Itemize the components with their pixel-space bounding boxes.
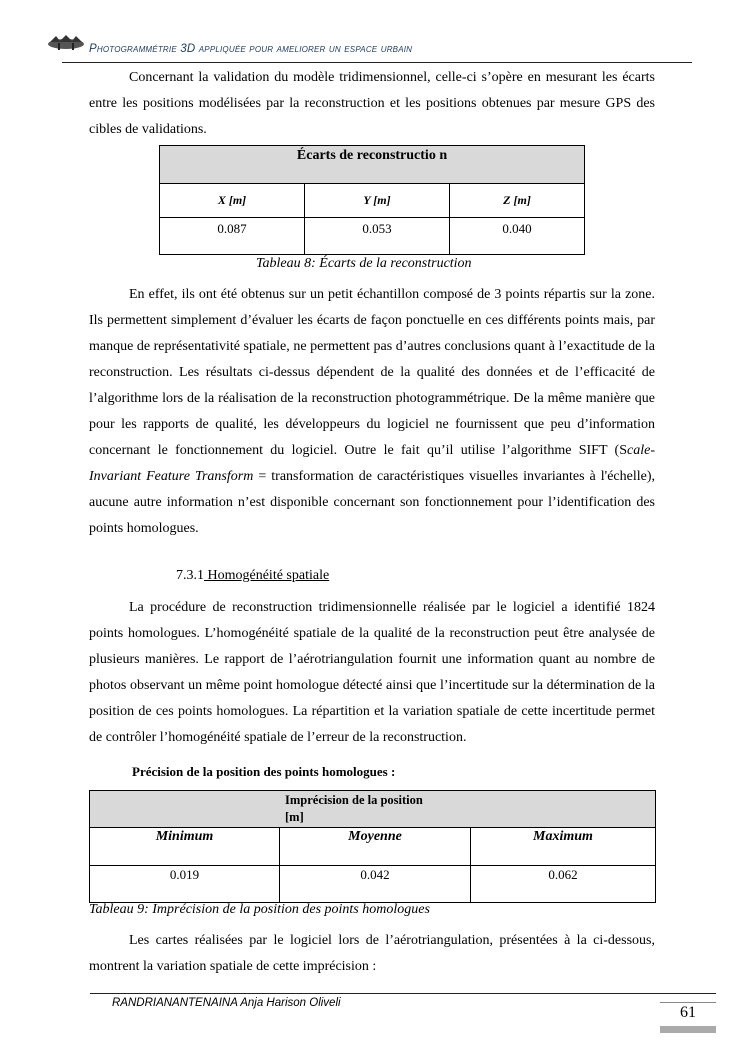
- paragraph-sample-text-c: = transformation de caractéristiques visuelles invariantes à l'échelle), aucune autre information n’est disponible concernant son fonctionnement pour l’identification des points homologues.: [89, 469, 655, 536]
- table-header-maximum: Maximum: [471, 828, 656, 866]
- table-header-y: Y [m]: [305, 184, 450, 218]
- table-header-x: X [m]: [160, 184, 305, 218]
- table-header-moyenne: Moyenne: [280, 828, 471, 866]
- institution-logo: [46, 32, 86, 52]
- section-number: 7.3.1: [176, 568, 204, 583]
- table-reconstruction-errors: [159, 145, 585, 255]
- paragraph-sample: [89, 282, 655, 542]
- table-title: Écarts de reconstructio n: [160, 146, 585, 184]
- paragraph-validation: [89, 65, 655, 143]
- section-heading: [176, 568, 329, 584]
- table-title: [90, 791, 656, 828]
- paragraph-procedure-text: La procédure de reconstruction tridimensionnelle réalisée par le logiciel a identifié 1824 points homologues. L’homogénéité spatiale de la qualité de la reconstruction peut être analysée de plusieurs manières. Le rapport de l’aérotriangulation fournit une information quant au nombre de photos observant un même point homologue détecté ainsi que l’incertitude sur la détermination de la position de ces points homologues. La répartition et la variation spatiale de cette incertitude permet de contrôler l’homogénéité spatiale de l’erreur de la reconstruction.: [89, 600, 655, 745]
- paragraph-procedure: [89, 595, 655, 751]
- header-divider: [62, 62, 692, 63]
- table-cell-z: 0.040: [450, 218, 585, 255]
- precision-label: Précision de la position des points homologues :: [132, 764, 396, 779]
- footer-author: RANDRIANANTENAINA Anja Harison Oliveli: [112, 997, 341, 1009]
- table-cell-y: 0.053: [305, 218, 450, 255]
- table-cell-moyenne: 0.042: [280, 866, 471, 903]
- table-header-z: Z [m]: [450, 184, 585, 218]
- table-title-line1: Imprécision de la position: [285, 793, 423, 807]
- table-cell-maximum: 0.062: [471, 866, 656, 903]
- paragraph-sample-text-a: En effet, ils ont été obtenus sur un petit échantillon composé de 3 points répartis sur la zone. Ils permettent simplement d’évaluer les écarts de façon ponctuelle en ces différents points mais, par manque de représentativité spatiale, ne permettent pas d’autres conclusions quant à l’exactitude de la reconstruction. Les résultats ci-dessus dépendent de la qualité des données et de l’efficacité de l’algorithme lors de la réalisation de la reconstruction photogrammétrique. De la même manière que pour les rapports de qualité, les développeurs du logiciel ne fournissent que peu d’information concernant le fonctionnement du logiciel. Outre le fait qu’il utilise l’algorithme SIFT (S: [89, 287, 655, 458]
- table-cell-x: 0.087: [160, 218, 305, 255]
- paragraph-maps-text: Les cartes réalisées par le logiciel lors de l’aérotriangulation, présentées à la ci-dessous, montrent la variation spatiale de cette imprécision :: [89, 933, 655, 974]
- running-header-title: Photogrammétrie 3D appliquée pour ameliorer un espace urbain: [89, 43, 413, 55]
- table-point-imprecision: [89, 790, 656, 903]
- table8-caption: Tableau 8: Écarts de la reconstruction: [256, 256, 472, 271]
- page-number-bar: [660, 1026, 716, 1033]
- table-cell-minimum: 0.019: [90, 866, 280, 903]
- page-number-box: [660, 1002, 716, 1030]
- paragraph-maps: [89, 928, 655, 980]
- table-title-line2: [m]: [285, 810, 304, 824]
- footer-divider: [90, 993, 716, 994]
- paragraph-sample-text-sift: cale-Invariant Feature Transform: [89, 443, 655, 484]
- table9-caption: Tableau 9: Imprécision de la position des points homologues: [89, 902, 430, 917]
- table-header-minimum: Minimum: [90, 828, 280, 866]
- page-number: 61: [680, 1004, 696, 1021]
- page-number-top-rule: [660, 1002, 716, 1003]
- paragraph-validation-text: Concernant la validation du modèle tridimensionnel, celle-ci s’opère en mesurant les écarts entre les positions modélisées par la reconstruction et les positions obtenues par mesure GPS des cibles de validations.: [89, 70, 655, 137]
- section-title: Homogénéité spatiale: [204, 568, 330, 583]
